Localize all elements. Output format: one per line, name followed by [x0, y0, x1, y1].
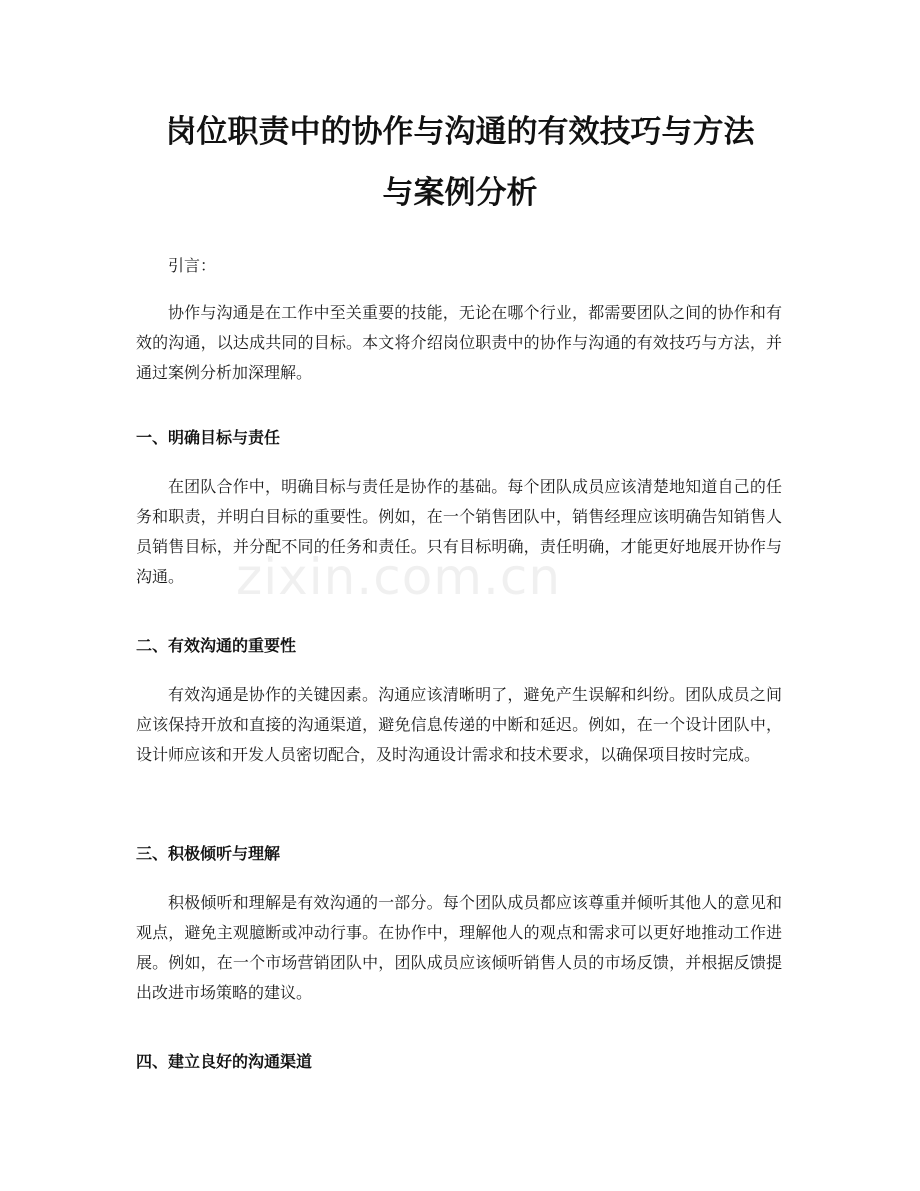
section-heading-2: 二、有效沟通的重要性: [136, 636, 297, 655]
intro-paragraph: 协作与沟通是在工作中至关重要的技能，无论在哪个行业，都需要团队之间的协作和有效的沟通，以达成共同的目标。本文将介绍岗位职责中的协作与沟通的有效技巧与方法，并通过案例分析加深理解。: [136, 303, 782, 382]
section-heading-3: 三、积极倾听与理解: [136, 844, 281, 863]
intro-label: 引言：: [168, 256, 217, 275]
section-paragraph-3: 积极倾听和理解是有效沟通的一部分。每个团队成员都应该尊重并倾听其他人的意见和观点，避免主观臆断或冲动行事。在协作中，理解他人的观点和需求可以更好地推动工作进展。例如，在一个市场营销团队中，团队成员应该倾听销售人员的市场反馈，并根据反馈提出改进市场策略的建议。: [136, 893, 782, 1002]
section-heading-4: 四、建立良好的沟通渠道: [136, 1052, 313, 1071]
section-paragraph-2: 有效沟通是协作的关键因素。沟通应该清晰明了，避免产生误解和纠纷。团队成员之间应该保持开放和直接的沟通渠道，避免信息传递的中断和延迟。例如，在一个设计团队中，设计师应该和开发人员密切配合，及时沟通设计需求和技术要求，以确保项目按时完成。: [136, 685, 782, 764]
document-title-line-2: 与案例分析: [382, 175, 538, 211]
watermark: zixin.com.cn: [236, 548, 562, 606]
section-heading-1: 一、明确目标与责任: [136, 428, 281, 447]
section-paragraph-1: 在团队合作中，明确目标与责任是协作的基础。每个团队成员应该清楚地知道自己的任务和职责，并明白目标的重要性。例如，在一个销售团队中，销售经理应该明确告知销售人员销售目标，并分配不同的任务和责任。只有目标明确，责任明确，才能更好地展开协作与沟通。: [136, 477, 782, 586]
document-title-line-1: 岗位职责中的协作与沟通的有效技巧与方法: [165, 114, 755, 150]
